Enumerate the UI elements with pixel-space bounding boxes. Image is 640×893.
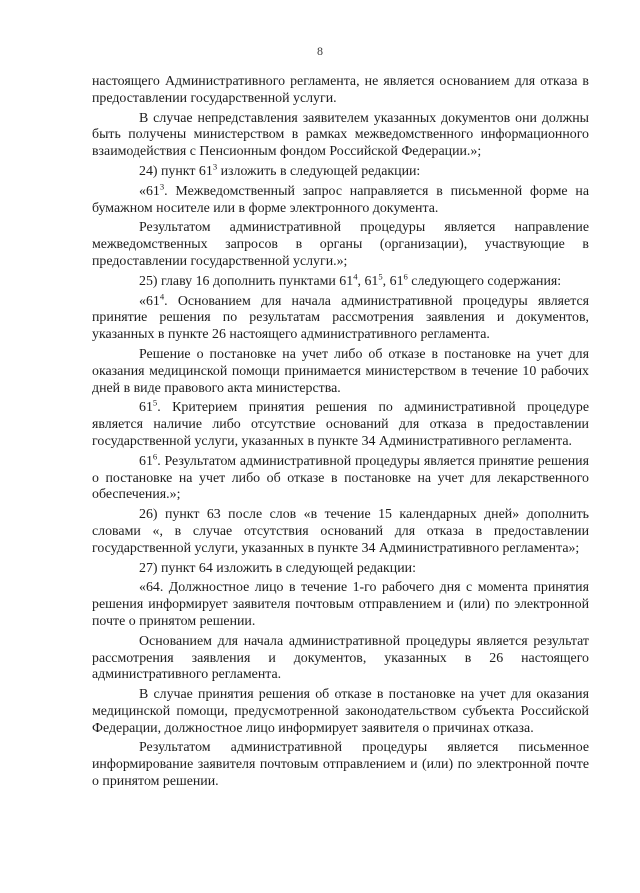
text-segment: , 61: [382, 273, 404, 289]
text-segment: . Критерием принятия решения по административной процедуре является наличие либо отсутствие оснований для отказа в предоставлении государственной услуги, указанных в пункте 34 Административного регламента.: [92, 400, 589, 449]
paragraph: [92, 740, 589, 790]
text-segment: 61: [139, 453, 153, 469]
paragraph: [92, 634, 589, 684]
paragraph: [92, 111, 589, 161]
text-segment: Результатом административной процедуры является направление межведомственных запросов в органы (организации), участвующие в предоставлении государственной услуги.»;: [92, 220, 589, 269]
text-segment: . Межведомственный запрос направляется в письменной форме на бумажном носителе или в форме электронного документа.: [92, 183, 589, 216]
paragraph: [92, 507, 589, 557]
paragraph: [92, 580, 589, 630]
superscript: 3: [212, 161, 218, 172]
superscript: 4: [353, 271, 358, 282]
text-segment: Решение о постановке на учет либо об отказе в постановке на учет для оказания медицинской помощи принимается министерством в течение 10 рабочих дней в виде правового акта министерства.: [92, 346, 589, 396]
text-segment: 26) пункт 63 после слов «в течение 15 календарных дней» дополнить словами «, в случае отсутствия оснований для отказа в предоставлении государственной услуги, указанных в пункте 34 Административного регламента»;: [92, 507, 589, 556]
superscript: 4: [159, 291, 165, 302]
paragraph: [92, 687, 589, 737]
text-segment: следующего содержания:: [407, 273, 562, 289]
text-segment: изложить в следующей редакции:: [217, 163, 421, 179]
superscript: 6: [403, 271, 408, 282]
superscript: 5: [378, 271, 383, 282]
text-segment: «61: [139, 293, 160, 309]
paragraph: [92, 400, 589, 450]
text-segment: В случае принятия решения об отказе в постановке на учет для оказания медицинской помощи, предусмотренной законодательством субъекта Российской Федерации, должностное лицо информирует заявителя о причинах отказа.: [92, 687, 589, 736]
text-segment: 25) главу 16 дополнить пунктами 61: [139, 273, 354, 289]
text-segment: . Основанием для начала административной процедуры является принятие решения по результатам рассмотрения заявления и документов, указанных в пункте 26 настоящего административного регламента.: [92, 293, 589, 343]
document-body: [92, 74, 589, 794]
text-segment: 24) пункт 61: [139, 163, 213, 179]
text-segment: «64. Должностное лицо в течение 1-го рабочего дня с момента принятия решения информирует заявителя почтовым отправлением и (или) по электронной почте о принятом решении.: [92, 580, 589, 629]
superscript: 5: [152, 398, 158, 409]
text-segment: настоящего Административного регламента, не является основанием для отказа в предоставлении государственной услуги.: [92, 74, 589, 106]
paragraph: [92, 181, 589, 218]
paragraph: [92, 291, 589, 344]
paragraph: [92, 451, 589, 504]
paragraph: [92, 161, 589, 181]
text-segment: 61: [139, 400, 153, 416]
paragraph: [92, 347, 589, 397]
text-segment: Результатом административной процедуры является письменное информирование заявителя почтовым отправлением и (или) по электронной почте о принятом решении.: [92, 740, 589, 790]
text-segment: «61: [139, 183, 160, 199]
paragraph: [92, 220, 589, 270]
text-segment: Основанием для начала административной процедуры является результат рассмотрения заявления и документов, указанных в 26 настоящего административного регламента.: [92, 633, 589, 683]
text-segment: . Результатом административной процедуры является принятие решения о постановке на учет либо об отказе в постановке на учет для лекарственного обеспечения.»;: [92, 453, 589, 503]
page-number: 8: [317, 44, 323, 58]
paragraph: [92, 561, 589, 578]
paragraph: [92, 74, 589, 108]
superscript: 3: [159, 181, 165, 192]
text-segment: 27) пункт 64 изложить в следующей редакции:: [139, 560, 416, 576]
text-segment: , 61: [357, 273, 379, 289]
text-segment: В случае непредставления заявителем указанных документов они должны быть получены министерством в рамках межведомственного информационного взаимодействия с Пенсионным фондом Российской Федерации.»;: [92, 110, 589, 160]
paragraph: [92, 271, 589, 291]
superscript: 6: [152, 451, 158, 462]
